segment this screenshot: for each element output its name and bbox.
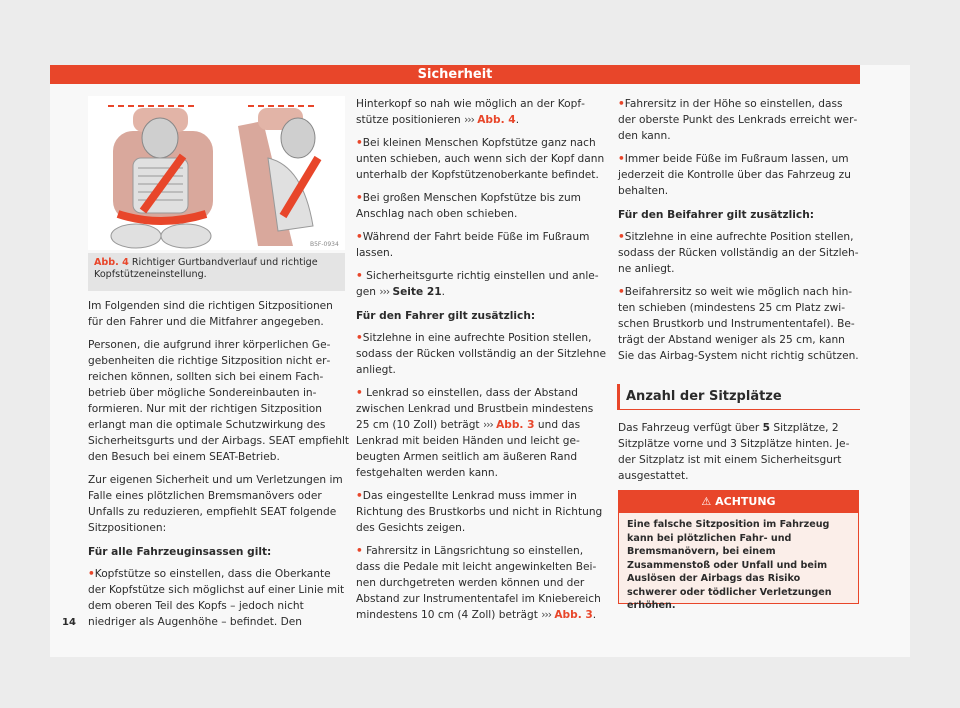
bullet-item: • Sitzlehne in eine aufrechte Position stellen, sodass der Rücken vollständig an der Sitzlehne anliegt.: [356, 330, 606, 378]
subheading: Für den Fahrer gilt zusätzlich:: [356, 310, 536, 322]
column-3: [618, 96, 862, 371]
section-heading: [617, 384, 860, 410]
bullet-item: • Bei kleinen Menschen Kopfstütze ganz nach unten schieben, auch wenn sich der Kopf dann unterhalb der Kopfstützenoberkante befindet.: [356, 135, 606, 183]
bullet-item: • Bei großen Menschen Kopfstütze bis zum Anschlag nach oben schieben.: [356, 190, 606, 222]
link-abb4[interactable]: Abb. 4: [477, 114, 516, 126]
paragraph: Im Folgenden sind die richtigen Sitzpositionen für den Fahrer und die Mitfahrer angegeben.: [88, 300, 333, 328]
page-number: 14: [62, 617, 76, 628]
link-abb3[interactable]: Abb. 3: [496, 419, 535, 431]
warning-box: [618, 490, 859, 611]
bullet-item: • Lenkrad so einstellen, dass der Abstand zwischen Lenkrad und Brustbein mindestens 25 cm (10 Zoll) beträgt ››› Abb. 3 und das Lenkrad mit beiden Händen und leicht gebeugten Armen seitlich am äußeren Rand festgehalten werden kann.: [356, 385, 606, 481]
subheading: Für alle Fahrzeuginsassen gilt:: [88, 546, 272, 558]
bullet-item: • Sitzlehne in eine aufrechte Position stellen, sodass der Rücken vollständig an der Sitzlehne anliegt.: [618, 229, 862, 277]
figure-caption-label: Abb. 4: [94, 257, 129, 268]
bullet-item: • Während der Fahrt beide Füße im Fußraum lassen.: [356, 229, 606, 261]
link-abb3[interactable]: Abb. 3: [554, 609, 593, 621]
paragraph: Personen, die aufgrund ihrer körperlichen Gegebenheiten die richtige Sitzposition nicht erreichen können, sollten sich bei einem Fachbetrieb über mögliche Sondereinbauten informieren. Nur mit der richtigen Sitzposition erlangt man die optimale Schutzwirkung des Sicherheitsgurts und der Airbags. SEAT empfiehlt den Besuch bei einem SEAT-Betrieb.: [88, 339, 350, 463]
section-header: Sicherheit: [50, 65, 860, 84]
figure-code: B5F-0934: [310, 241, 339, 248]
link-seite-21[interactable]: Seite 21: [392, 286, 442, 298]
bullet-item: • Fahrersitz in Längsrichtung so einstellen, dass die Pedale mit leicht angewinkelten Beinen durchgetreten werden können und der Abstand zur Instrumententafel im Kniebereich mindestens 10 cm (4 Zoll) beträgt ››› Abb. 3.: [356, 543, 606, 623]
warning-title: ACHTUNG: [715, 495, 776, 508]
warning-triangle-icon: ⚠: [701, 495, 712, 508]
figure-seating-illustration: [88, 96, 345, 250]
bullet-item: • Das eingestellte Lenkrad muss immer in Richtung des Brustkorbs und nicht in Richtung des Gesichts zeigen.: [356, 488, 606, 536]
bullet-item: • Fahrersitz in der Höhe so einstellen, dass der oberste Punkt des Lenkrads erreicht werden kann.: [618, 96, 862, 144]
seats-paragraph: Das Fahrzeug verfügt über 5 Sitzplätze, 2 Sitzplätze vorne und 3 Sitzplätze hinten. Jeder Sitzplatz ist mit einem Sicherheitsgurt ausgestattet.: [618, 422, 850, 482]
subheading: Für den Beifahrer gilt zusätzlich:: [618, 209, 814, 221]
section-title: Anzahl der Sitzplätze: [626, 389, 782, 404]
bullet-item: • Kopfstütze so einstellen, dass die Oberkante der Kopfstütze sich möglichst auf einer Linie mit dem oberen Teil des Kopfs – jedoch nicht niedriger als Augenhöhe – befindet. Den: [88, 566, 350, 630]
paragraph: Zur eigenen Sicherheit und um Verletzungen im Falle eines plötzlichen Bremsmanövers oder Unfalls zu reduzieren, empfiehlt SEAT folgende Sitzpositionen:: [88, 474, 343, 534]
figure-caption: [88, 253, 345, 291]
seat-belt-illustration: [88, 96, 345, 250]
column-2: [356, 96, 606, 630]
bullet-item: • Immer beide Füße im Fußraum lassen, um jederzeit die Kontrolle über das Fahrzeug zu behalten.: [618, 151, 862, 199]
warning-header: [619, 491, 858, 513]
column-1: [88, 298, 350, 637]
warning-text: Eine falsche Sitzposition im Fahrzeug kann bei plötzlichen Fahr- und Bremsmanövern, bei einem Zusammenstoß oder Unfall und beim Auslösen der Airbags das Risiko schwerer oder tödlicher Verletzungen erhöhen.: [627, 519, 832, 611]
figure-caption-text: Richtiger Gurtbandverlauf und richtige Kopfstützeneinstellung.: [94, 257, 318, 280]
paragraph: Hinterkopf so nah wie möglich an der Kopfstütze positionieren ››› Abb. 4.: [356, 98, 585, 126]
bullet-item: • Sicherheitsgurte richtig einstellen und anlegen ››› Seite 21.: [356, 268, 606, 300]
bullet-item: • Beifahrersitz so weit wie möglich nach hinten schieben (mindestens 25 cm Platz zwischen Brustkorb und Instrumententafel). Beträgt der Abstand weniger als 25 cm, kann Sie das Airbag-System nicht richtig schützen.: [618, 284, 862, 364]
